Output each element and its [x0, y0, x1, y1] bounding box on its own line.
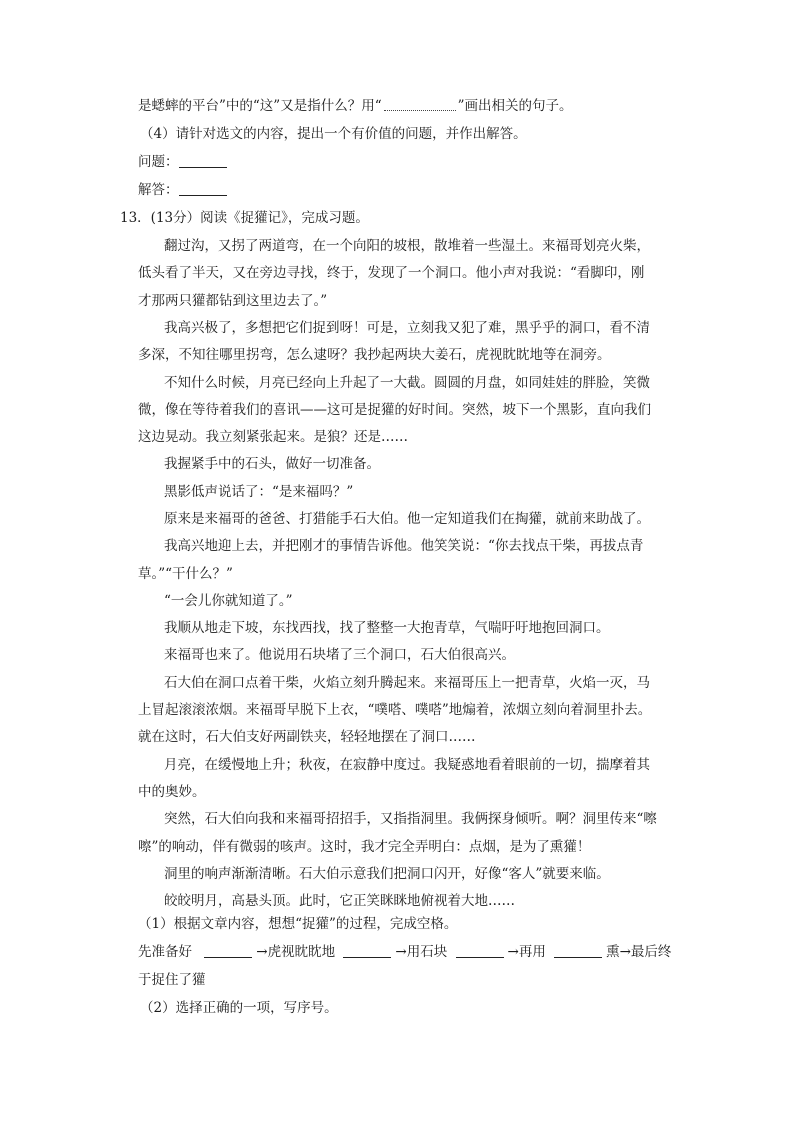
- flow-step-then: →再用: [507, 944, 546, 960]
- passage-line: 就在这时，石大伯支好两副铁夹，轻轻地摆在了洞口……: [138, 729, 476, 745]
- flow-step-watch: →虎视眈眈地: [256, 944, 336, 960]
- q12-question-row: [138, 152, 231, 172]
- passage-line: 上冒起滚滚浓烟。来福哥早脱下上衣，“噗嗒、噗嗒”地煽着，浓烟立刻向着洞里扑去。: [138, 702, 652, 718]
- passage-line: 不知什么时候，月亮已经向上升起了一大截。圆圆的月盘，如同娃娃的胖脸，笑微: [164, 375, 650, 391]
- passage-line: 翻过沟，又拐了两道弯，在一个向阳的坡根，散堆着一些湿土。来福哥划亮火柴，: [164, 238, 650, 254]
- passage-line: 月亮，在缓慢地上升；秋夜，在寂静中度过。我疑惑地看着眼前的一切，揣摩着其: [164, 757, 650, 773]
- answer-blank[interactable]: [179, 181, 227, 196]
- process-flow-row: [138, 942, 671, 962]
- passage-line: 突然，石大伯向我和来福哥招招手，又指指洞里。我俩探身倾听。啊？洞里传来“嚓: [164, 811, 657, 827]
- passage-line: 草。”“干什么？”: [138, 566, 233, 582]
- flow-blank-2[interactable]: [343, 943, 391, 958]
- passage-line: 我顺从地走下坡，东找西找，找了整整一大抱青草，气喘吁吁地抱回洞口。: [164, 620, 610, 636]
- passage-line: 原来是来福哥的爸爸、打猎能手石大伯。他一定知道我们在掏獾，就前来助战了。: [164, 511, 650, 527]
- passage-line: 石大伯在洞口点着干柴，火焰立刻升腾起来。来福哥压上一把青草，火焰一灭，马: [164, 675, 650, 691]
- q12-line-a: [138, 96, 573, 116]
- passage-line: 才那两只獾都钻到这里边去了。”: [138, 293, 328, 309]
- passage-line: 我高兴极了，多想把它们捉到呀！可是，立刻我又犯了难，黑乎乎的洞口，看不清: [164, 320, 650, 336]
- passage-line: 嚓”的响动，伴有微弱的咳声。这时，我才完全弄明白：点烟，是为了熏獾！: [138, 839, 591, 855]
- q12-answer-row: [138, 180, 231, 200]
- question-label: 问题：: [138, 154, 179, 170]
- q12-sub4: （4）请针对选文的内容，提出一个有价值的问题，并作出解答。: [140, 126, 527, 142]
- answer-label: 解答：: [138, 182, 179, 198]
- passage-line: 皎皎明月，高悬头顶。此时，它正笑眯眯地俯视着大地……: [164, 893, 515, 909]
- passage-line: 多深，不知往哪里拐弯，怎么逮呀？我抄起两块大姜石，虎视眈眈地等在洞旁。: [138, 347, 611, 363]
- flow-blank-1[interactable]: [204, 943, 252, 958]
- passage-line: 这边晃动。我立刻紧张起来。是狼？还是……: [138, 429, 408, 445]
- passage-line: “一会儿你就知道了。”: [164, 593, 293, 609]
- flow-step-stone: →用石块: [395, 944, 448, 960]
- q13-header: 13．(13分）阅读《捉獾记》，完成习题。: [120, 210, 369, 226]
- flow-blank-3[interactable]: [456, 943, 504, 958]
- passage-line: 我握紧手中的石头，做好一切准备。: [164, 456, 380, 472]
- q12-line-a-post: ”画出相关的句子。: [457, 98, 573, 114]
- q13-sub2: （2）选择正确的一项，写序号。: [140, 1000, 338, 1016]
- q12-line-a-pre: 是蟋蟀的平台”中的“这”又是指什么？用“: [138, 98, 382, 114]
- flow-step-prepare: 先准备好: [138, 944, 192, 960]
- passage-line: 黑影低声说话了：“是来福吗？”: [164, 484, 354, 500]
- process-flow-end: 于捉住了獾: [138, 972, 206, 988]
- passage-line: 微，像在等待着我们的喜讯——这可是捉獾的好时间。突然，坡下一个黑影，直向我们: [138, 402, 651, 418]
- passage-line: 中的奥妙。: [138, 784, 206, 800]
- underline-sample: [384, 98, 456, 111]
- flow-step-smoke: 熏→最后终: [606, 944, 672, 960]
- flow-blank-4[interactable]: [554, 943, 602, 958]
- question-blank[interactable]: [179, 153, 227, 168]
- passage-line: 低头看了半天，又在旁边寻找，终于，发现了一个洞口。他小声对我说：“看脚印，刚: [138, 265, 645, 281]
- q13-sub1: （1）根据文章内容，想想“捉獾”的过程，完成空格。: [138, 916, 458, 932]
- passage-line: 洞里的响声渐渐清晰。石大伯示意我们把洞口闪开，好像“客人”就要来临。: [164, 866, 610, 882]
- passage-line: 来福哥也来了。他说用石块堵了三个洞口，石大伯很高兴。: [164, 647, 515, 663]
- passage-line: 我高兴地迎上去，并把刚才的事情告诉他。他笑笑说：“你去找点干柴，再拔点青: [164, 538, 644, 554]
